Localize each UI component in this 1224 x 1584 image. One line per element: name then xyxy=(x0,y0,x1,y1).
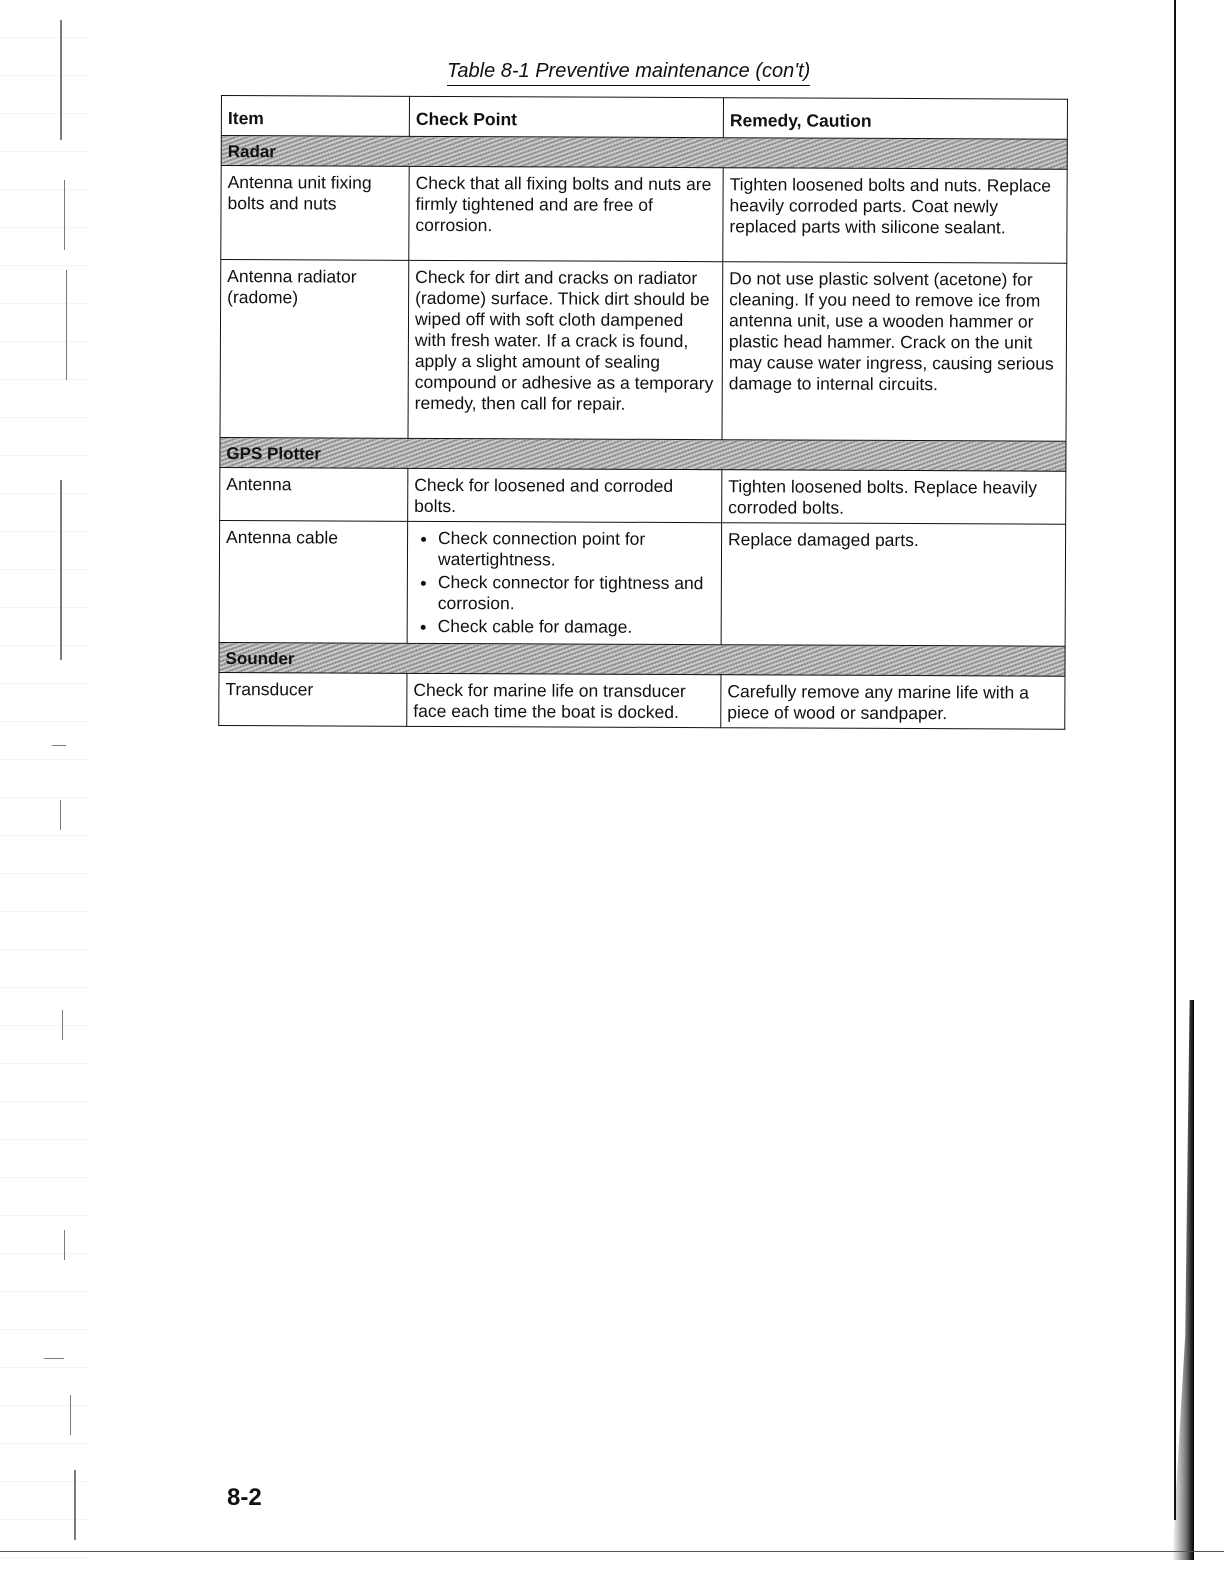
header-item: Item xyxy=(221,96,409,137)
check-point-cell xyxy=(407,521,722,644)
table-row xyxy=(221,166,1067,264)
remedy-cell: Replace damaged parts. xyxy=(721,523,1066,646)
item-cell: Antenna cable xyxy=(219,520,408,643)
scan-edge-left xyxy=(0,0,90,1584)
check-point-cell: Check for dirt and cracks on radiator (radome) surface. Thick dirt should be wiped off with soft cloth dampened with fresh water. If a crack is found, apply a slight amount of sealing compound or adhesive as a temporary remedy, then call for repair. xyxy=(408,260,723,439)
remedy-cell: Tighten loosened bolts and nuts. Replace heavily corroded parts. Coat newly replaced parts with silicone sealant. xyxy=(723,168,1067,264)
check-point-cell: Check for marine life on transducer face each time the boat is docked. xyxy=(407,673,721,727)
section-row-radar xyxy=(221,136,1067,170)
check-point-list xyxy=(414,528,716,638)
section-label: Radar xyxy=(221,136,1067,170)
table-row xyxy=(220,260,1067,442)
scan-edge-bottom xyxy=(0,1551,1224,1552)
header-remedy-caution: Remedy, Caution xyxy=(723,98,1067,140)
table-row xyxy=(219,672,1065,729)
page-number: 8-2 xyxy=(227,1484,262,1511)
list-item: • Check connector for tightness and corrosion. xyxy=(438,572,716,615)
section-row-gps-plotter xyxy=(220,437,1066,471)
item-cell: Antenna xyxy=(220,467,408,521)
list-item: • Check connection point for watertightness. xyxy=(438,528,716,571)
table-row xyxy=(220,467,1066,524)
remedy-cell: Do not use plastic solvent (acetone) for cleaning. If you need to remove ice from antenna unit, use a wooden hammer or plastic head hammer. Crack on the unit may cause water ingress, causing serious damage to internal circuits. xyxy=(722,262,1067,441)
maintenance-table-wrapper xyxy=(218,95,1067,730)
section-label: Sounder xyxy=(219,642,1065,676)
scan-edge-right xyxy=(1174,0,1176,1520)
section-row-sounder xyxy=(219,642,1065,676)
check-point-cell: Check for loosened and corroded bolts. xyxy=(408,468,722,522)
remedy-cell: Carefully remove any marine life with a piece of wood or sandpaper. xyxy=(721,675,1065,730)
item-cell: Transducer xyxy=(219,672,407,726)
item-cell: Antenna unit fixing bolts and nuts xyxy=(221,166,409,261)
header-row xyxy=(221,96,1067,140)
remedy-cell: Tighten loosened bolts. Replace heavily corroded bolts. xyxy=(722,470,1066,525)
check-point-cell: Check that all fixing bolts and nuts are firmly tightened and are free of corrosion. xyxy=(409,166,723,261)
section-label: GPS Plotter xyxy=(220,437,1066,471)
header-check-point: Check Point xyxy=(409,96,723,137)
table-title: Table 8-1 Preventive maintenance (con't) xyxy=(447,60,810,86)
list-item: • Check cable for damage. xyxy=(438,616,716,638)
maintenance-table xyxy=(218,95,1068,730)
table-row xyxy=(219,520,1066,646)
item-cell: Antenna radiator (radome) xyxy=(220,260,409,439)
